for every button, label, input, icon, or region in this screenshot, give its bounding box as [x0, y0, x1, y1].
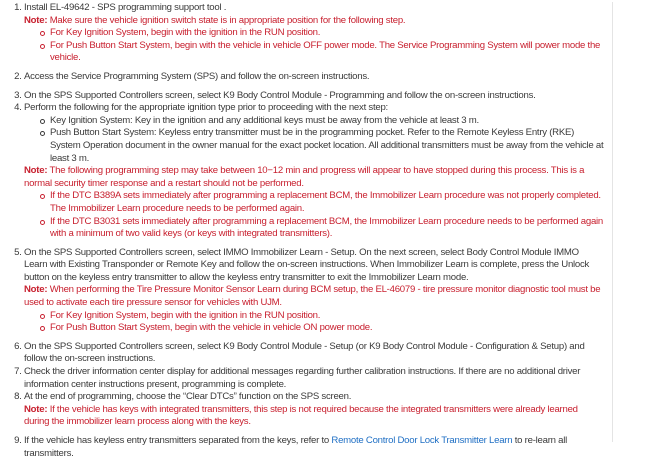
step-text: If the vehicle has keyless entry transmitters separated from the keys, refer to: [24, 435, 332, 446]
step-bullets: [24, 115, 604, 165]
list-item: For Push Button Start System, begin with the vehicle in vehicle OFF power mode. The Service Programming System will power mode the vehicle.: [50, 40, 604, 65]
steps-list: [0, 2, 604, 460]
step-4: [24, 102, 604, 241]
note-text: Make sure the vehicle ignition switch state is in appropriate position for the following step.: [49, 14, 406, 26]
note: [24, 15, 604, 28]
step-7: [24, 366, 604, 391]
step-text: Install EL-49642 - SPS programming support tool .: [24, 2, 227, 13]
note: [24, 284, 604, 309]
step-text: On the SPS Supported Controllers screen, select IMMO Immobilizer Learn - Setup. On the next screen, select Body Control Module IMMO Learn with Existing Transponder or Remote Key and follow the on-screen instructions. When Immobilizer Learn is complete, press the Unlock button on the keyless entry transmitter to allow the keyless entry transmitter to exit the Immobilizer Learn mode.: [24, 246, 590, 283]
list-item: Push Button Start System: Keyless entry transmitter must be in the programming pocket. Refer to the Remote Keyless Entry (RKE) System Operation document in the owner manual for the exact pocket location. All additional transmitters must be away from the vehicle at least 3 m.: [50, 127, 604, 164]
note-bullets: [24, 27, 604, 65]
step-9: [24, 435, 604, 460]
step-text-after: to re-learn all transmitters.: [24, 435, 567, 459]
step-1: [24, 2, 604, 65]
step-text: Check the driver information center display for additional messages regarding further calibration instructions. If there are no additional driver information center instructions present, programming is complete.: [24, 366, 581, 390]
note-bullets: [24, 190, 604, 240]
transmitter-learn-link[interactable]: Remote Control Door Lock Transmitter Learn: [331, 435, 513, 446]
list-item: If the DTC B389A sets immediately after programming a replacement BCM, the Immobilizer Learn procedure was not properly completed. The Immobilizer Learn procedure needs to be performed again.: [50, 190, 604, 215]
step-text: Perform the following for the appropriate ignition type prior to proceeding with the next step:: [24, 102, 388, 114]
step-3: [24, 90, 604, 103]
list-item: For Key Ignition System, begin with the ignition in the RUN position.: [50, 310, 604, 323]
list-item: For Key Ignition System, begin with the ignition in the RUN position.: [50, 27, 604, 40]
note-text: The following programming step may take between 10−12 min and progress will appear to have stopped during this process. This is a normal security timer response and a restart should not be performed.: [24, 165, 585, 189]
note-text: When performing the Tire Pressure Monitor Sensor Learn during BCM setup, the EL-46079 - tire pressure monitor diagnostic tool must be used to activate each tire pressure sensor for vehicles with UJM.: [24, 284, 601, 309]
note-label: Note:: [24, 165, 48, 177]
list-item: For Push Button Start System, begin with the vehicle in vehicle ON power mode.: [50, 322, 604, 335]
list-item: Key Ignition System: Key in the ignition and any additional keys must be away from the vehicle at least 3 m.: [50, 115, 604, 128]
step-text: Access the Service Programming System (SPS) and follow the on-screen instructions.: [24, 70, 370, 82]
note: [24, 165, 604, 190]
note-bullets: [24, 310, 604, 335]
step-text: At the end of programming, choose the “Clear DTCs” function on the SPS screen.: [24, 391, 352, 403]
note-label: Note:: [24, 403, 48, 415]
step-6: [24, 341, 604, 366]
step-5: [24, 247, 604, 335]
note: [24, 404, 604, 429]
step-text: On the SPS Supported Controllers screen, select K9 Body Control Module - Setup (or K9 Body Control Module - Configuration & Setup) and follow the on-screen instructions.: [24, 340, 585, 365]
note-text: If the vehicle has keys with integrated transmitters, this step is not required because the integrated transmitters were already learned during the immobilizer learn process along with the keys.: [24, 403, 578, 428]
step-text: On the SPS Supported Controllers screen, select K9 Body Control Module - Programming and follow the on-screen instructions.: [24, 89, 536, 101]
step-8: [24, 391, 604, 429]
note-label: Note:: [24, 284, 48, 296]
step-2: [24, 71, 604, 84]
list-item: If the DTC B3031 sets immediately after programming a replacement BCM, the Immobilizer Learn procedure needs to be performed again with a minimum of two valid keys (or keys with integrated transmitters).: [50, 215, 603, 240]
note-label: Note:: [24, 14, 48, 26]
procedure-document: [0, 2, 613, 459]
